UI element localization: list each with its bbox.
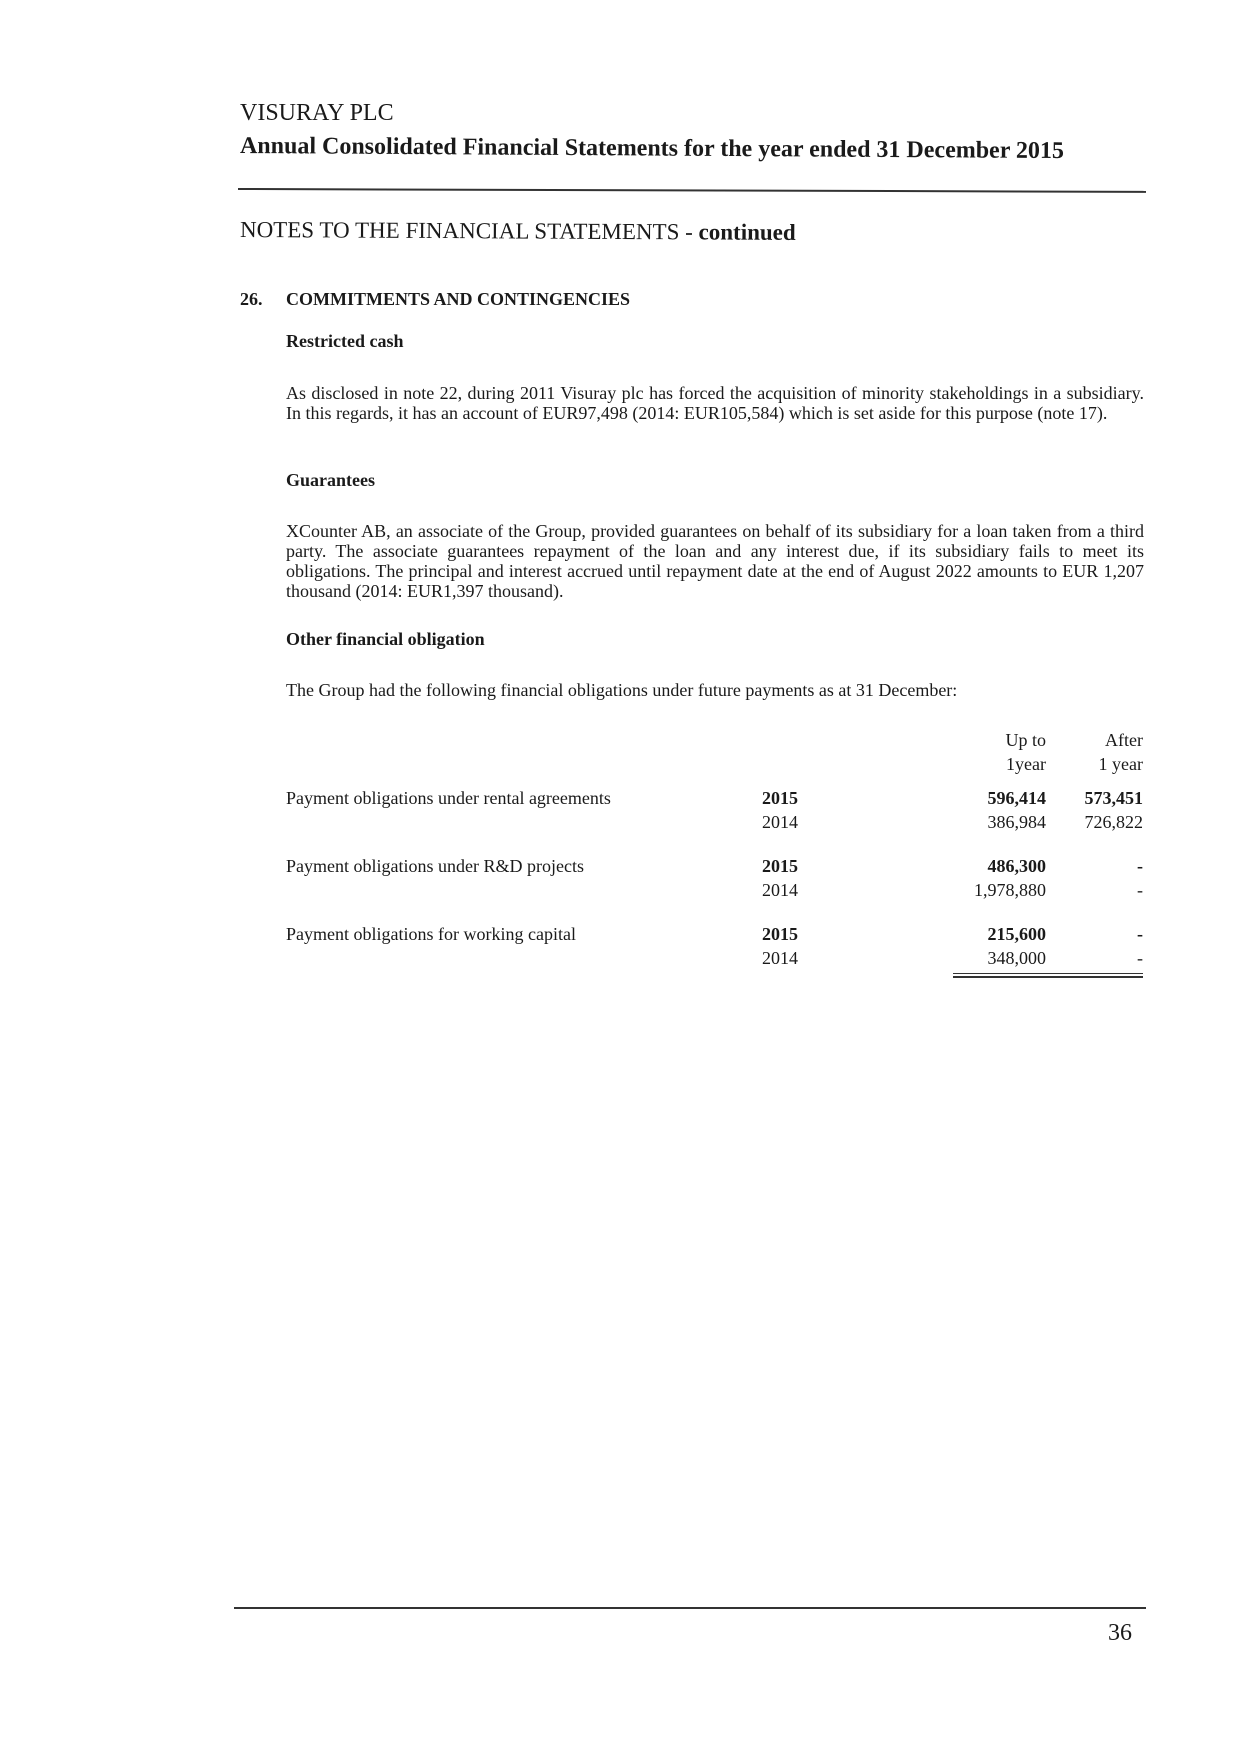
value-after-1-year: -: [1137, 880, 1143, 900]
restricted-cash-heading: Restricted cash: [286, 331, 404, 351]
value-after-1-year: -: [1137, 948, 1143, 968]
header-divider: [238, 188, 1146, 193]
guarantees-heading: Guarantees: [286, 470, 375, 490]
value-up-to-1-year: 348,000: [987, 948, 1046, 968]
value-after-1-year: -: [1137, 856, 1143, 876]
year-2015: 2015: [762, 924, 798, 944]
table-row-label: Payment obligations under rental agreements: [286, 788, 611, 808]
other-obligation-intro: The Group had the following financial obligations under future payments as at 31 December:: [286, 680, 958, 700]
footer-divider: [234, 1607, 1146, 1609]
year-2015: 2015: [762, 856, 798, 876]
value-up-to-1-year: 215,600: [987, 924, 1046, 944]
guarantees-paragraph: XCounter AB, an associate of the Group, provided guarantees on behalf of its subsidiary for a loan taken from a third party. The associate guarantees repayment of the loan and any interest due, if its subsidiary fails to meet its obligations. The principal and interest accrued until repayment date at the end of August 2022 amounts to EUR 1,207 thousand (2014: EUR1,397 thousand).: [286, 521, 1144, 601]
section-number: 26.: [240, 289, 263, 309]
value-up-to-1-year: 596,414: [987, 788, 1046, 808]
column-header-line: After: [1105, 730, 1143, 750]
table-total-rule: [953, 973, 1143, 974]
value-up-to-1-year: 486,300: [987, 856, 1046, 876]
column-header-line: 1 year: [1098, 754, 1143, 774]
notes-title-main: NOTES TO THE FINANCIAL STATEMENTS -: [239, 217, 693, 245]
section-title: COMMITMENTS AND CONTINGENCIES: [286, 289, 631, 309]
value-after-1-year: 573,451: [1084, 788, 1143, 808]
value-after-1-year: -: [1137, 924, 1143, 944]
year-2014: 2014: [762, 812, 798, 832]
year-2014: 2014: [762, 880, 798, 900]
year-2015: 2015: [762, 788, 798, 808]
restricted-cash-paragraph: As disclosed in note 22, during 2011 Visuray plc has forced the acquisition of minority stakeholdings in a subsidiary. In this regards, it has an account of EUR97,498 (2014: EUR105,584) which is set aside for this purpose (note 17).: [286, 383, 1144, 423]
table-row-label: Payment obligations under R&D projects: [286, 856, 584, 876]
notes-title-suffix: continued: [698, 219, 796, 245]
other-obligation-heading: Other financial obligation: [286, 629, 485, 649]
column-header-line: 1year: [1006, 754, 1046, 774]
obligations-table: [286, 728, 1144, 988]
year-2014: 2014: [762, 948, 798, 968]
value-after-1-year: 726,822: [1084, 812, 1143, 832]
column-header-after-1-year: [1023, 728, 1143, 776]
notes-title: [240, 217, 796, 246]
page-number: 36: [1108, 1620, 1132, 1646]
value-up-to-1-year: 1,978,880: [974, 880, 1046, 900]
table-total-rule: [953, 976, 1143, 978]
document-subtitle: Annual Consolidated Financial Statements for the year ended 31 December 2015: [239, 133, 1065, 165]
company-name: VISURAY PLC: [240, 100, 394, 126]
table-row-label: Payment obligations for working capital: [286, 924, 576, 944]
column-header-line: Up to: [1005, 730, 1046, 750]
value-up-to-1-year: 386,984: [987, 812, 1046, 832]
